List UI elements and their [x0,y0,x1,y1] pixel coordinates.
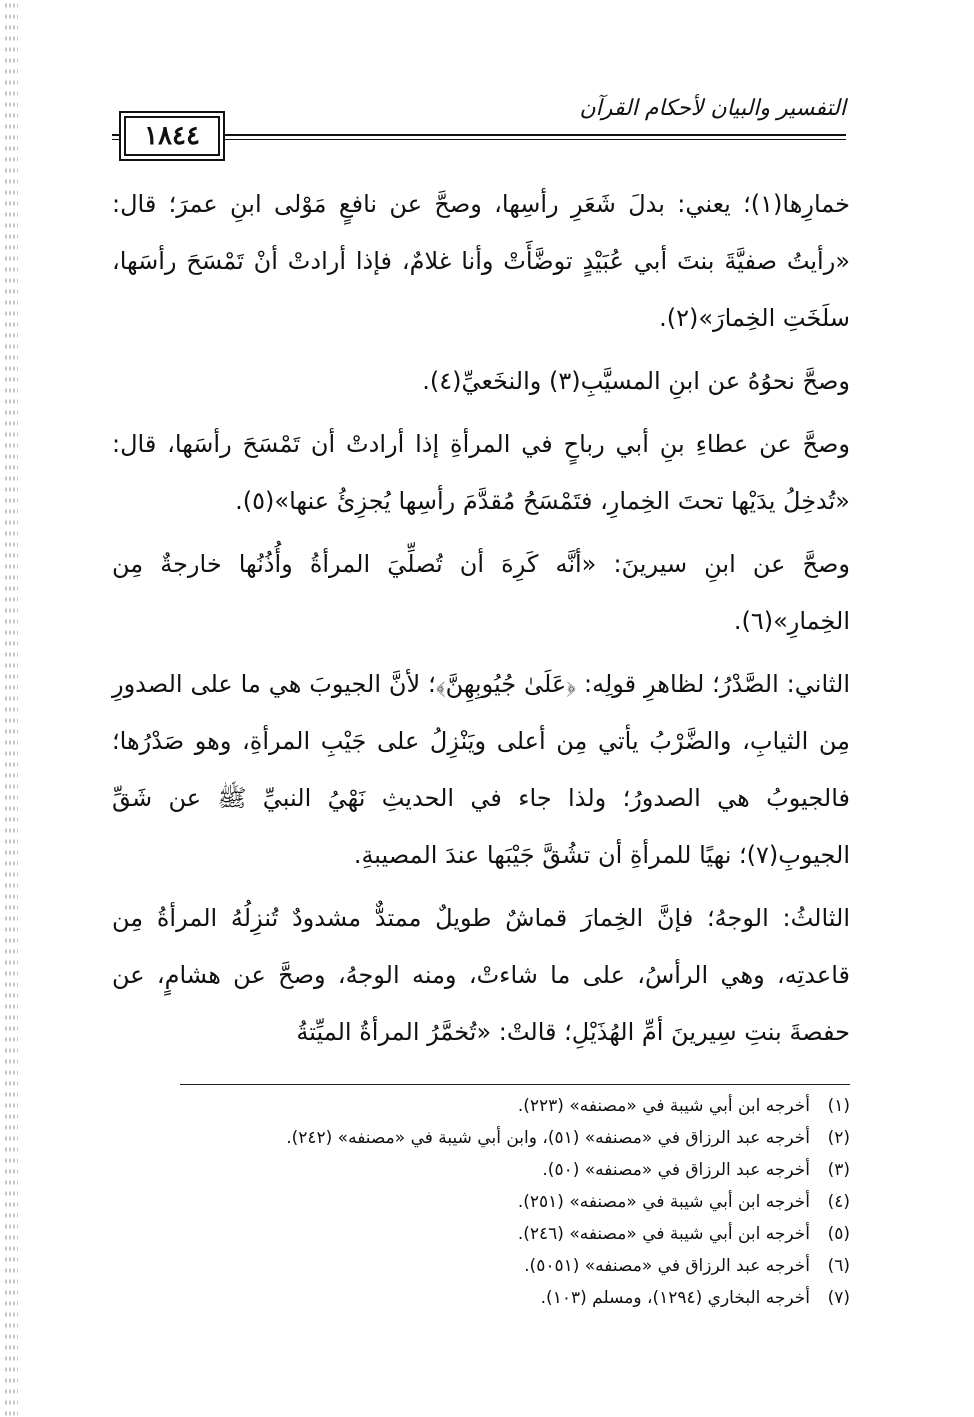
footnote-separator [180,1084,850,1085]
footnote [150,1186,850,1218]
footnote [150,1250,850,1282]
footnote-text: أخرجه عبد الرزاق في «مصنفه» (٥٠٥١). [524,1256,810,1276]
paragraph: خمارِها(١)؛ يعني: بدلَ شَعَرِ رأسِها، وصحَّ عن نافعٍ مَوْلى ابنِ عمرَ؛ قال: «رأيتُ صفيَّةَ بنتَ أبي عُبَيْدٍ توضَّأَتْ وأنا غلامٌ، فإذا أرادتْ أنْ تَمْسَحَ رأسَها، سلَخَتِ الخِمارَ»(٢). [112,190,850,332]
page-header [112,96,846,160]
main-text [112,176,850,1067]
footnote-text: أخرجه البخاري (١٢٩٤)، ومسلم (١٠٣). [540,1288,810,1308]
footnote-number: (٤) [827,1192,850,1212]
footnote-number: (١) [827,1096,850,1116]
page-number: ١٨٤٤ [124,116,220,156]
footnote-text: أخرجه ابن أبي شيبة في «مصنفه» (٢٢٣). [517,1096,810,1116]
paragraph: الثالثُ: الوجهُ؛ فإنَّ الخِمارَ قماشٌ طويلٌ ممتدٌّ مشدودٌ تُنزِلُهُ المرأةُ مِن قاعدتِه، وهي الرأسُ، على ما شاءتْ، ومنه الوجهُ، وصحَّ عن هشامٍ، عن حفصةَ بنتِ سِيرينَ أمِّ الهُذَيْلِ؛ قالتْ: «تُخمَّرُ المرأةُ الميِّتةُ [112,904,850,1046]
footnote [150,1090,850,1122]
footnote [150,1218,850,1250]
footnote [150,1282,850,1314]
header-rule-thin [112,139,846,140]
footnote [150,1154,850,1186]
footnotes [150,1090,850,1314]
footnote-text: أخرجه عبد الرزاق في «مصنفه» (٥٠). [542,1160,810,1180]
footnote-number: (٦) [827,1256,850,1276]
footnote-number: (٥) [827,1224,850,1244]
paragraph: وصحَّ عن عطاءِ بنِ أبي رباحٍ في المرأةِ إذا أرادتْ أن تَمْسَحَ رأسَها، قال: «تُدخِلُ يدَيْها تحتَ الخِمارِ، فتَمْسَحُ مُقدَّمَ رأسِها يُجزِئُ عنها»(٥). [112,430,850,515]
footnote [150,1122,850,1154]
paragraph: الثاني: الصَّدْرُ؛ لظاهرِ قولِه: ﴿عَلَىٰ جُيُوبِهِنَّ﴾؛ لأنَّ الجيوبَ هي ما على الصدورِ مِن الثيابِ، والضَّرْبُ يأتي مِن أعلى ويَنْزِلُ على جَيْبِ المرأةِ، وهو صَدْرُها؛ فالجيوبُ هي الصدورُ؛ ولذا جاء في الحديثِ نَهْيُ النبيِّ ﷺ عن شَقِّ الجيوبِ(٧)؛ نهيًا للمرأةِ أن تشُقَّ جَيْبَها عندَ المصيبةِ. [112,670,850,869]
footnote-text: أخرجه ابن أبي شيبة في «مصنفه» (٢٤٦). [517,1224,810,1244]
footnote-number: (٧) [827,1288,850,1308]
paragraph: وصحَّ عن ابنِ سيرينَ: «أنَّه كَرِهَ أن تُصلِّيَ المرأةُ وأُذُنُها خارجةٌ مِن الخِمارِ»(٦). [112,550,850,635]
book-title: التفسير والبيان لأحكام القرآن [579,96,846,121]
header-rule [112,134,846,136]
footnote-text: أخرجه ابن أبي شيبة في «مصنفه» (٢٥١). [517,1192,810,1212]
footnote-number: (٣) [827,1160,850,1180]
footnote-number: (٢) [827,1128,850,1148]
paragraph: وصحَّ نحوُهُ عن ابنِ المسيَّبِ(٣) والنخَعيِّ(٤). [422,367,850,395]
scan-edge-noise [4,0,18,1417]
footnote-text: أخرجه عبد الرزاق في «مصنفه» (٥١)، وابن أبي شيبة في «مصنفه» (٢٤٢). [286,1128,810,1148]
